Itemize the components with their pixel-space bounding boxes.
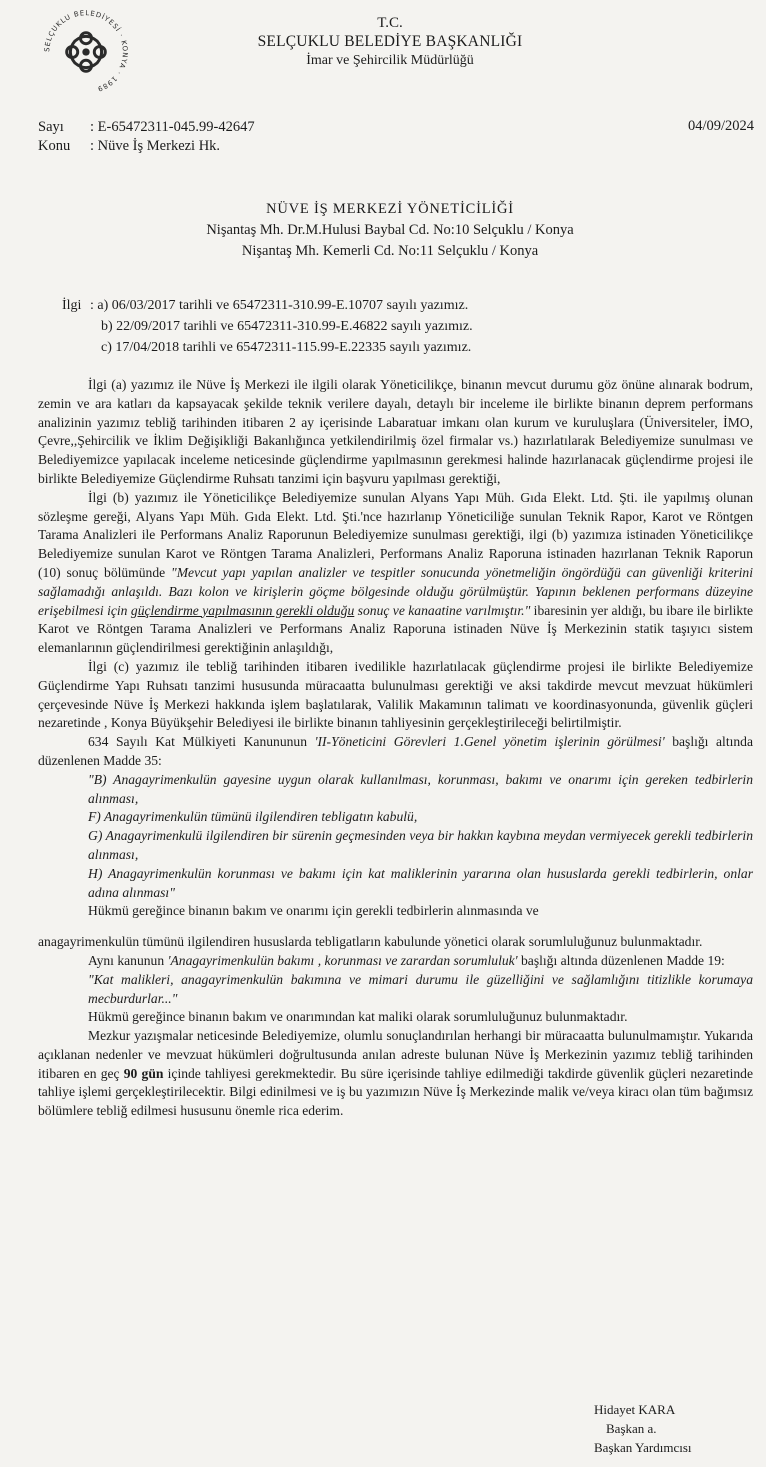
municipality-name: SELÇUKLU BELEDİYE BAŞKANLIĞI	[257, 33, 523, 50]
reference-item: b) 22/09/2017 tarihli ve 65472311-310.99-E.46822 sayılı yazımız.	[101, 319, 473, 334]
sayi-row	[38, 118, 255, 136]
konu-label: Konu	[38, 138, 71, 154]
paragraph-ilgi-b: İlgi (b) yazımız ile Yöneticilikçe Belediyemize sunulan Alyans Yapı Müh. Gıda Elekt. Ltd. Şti. ile yapılmış olunan sözleşme gereği, Alyans Yapı Müh. Gıda Elekt. Ltd. Şti.'nce hazırlanıp Yöneticiliğe sunulan Teknik Rapor, Karot ve Röntgen Tarama Analizleri ile Performans Analiz Raporunun Belediyemize sunulması gerektiği, ilgi (b) yazımıza istinaden Yöneticilikçe Belediyemize sunulan Karot ve Röntgen Tarama Analizleri, Performans Analiz Raporuna istinaden hazırlanan Teknik Raporun (10) sonuç bölümünde "Mevcut yapı yapılan analizler ve tespitler sonucunda yönetmeliğin öngördüğü can güvenliği kriterini sağlamadığı anlaşıldı. Bazı kolon ve kirişlerin göçme bölgesinde olduğu görülmüştür. Yapının beklenen performans düzeyine erişebilmesi için güçlendirme yapılmasının gerekli olduğu sonuç ve kanaatine varılmıştır." ibaresinin yer aldığı, bu ibare ile birlikte Karot ve Röntgen Tarama Analizleri ve Performans Analiz Raporuna istinaden Nüve İş Merkezinin statik taşıyıcı sistem elemanlarının güçlendirilmesi gerektiğinin anlaşıldığı,	[38, 489, 754, 656]
quote-article-19: "Kat malikleri, anagayrimenkulün bakımına ve mimari durumu ile güzelliğini ve sağlamlığını titizlikle korumaya mecburdurlar..."	[88, 971, 753, 1006]
paragraph-hukmu-2: Hükmü gereğince binanın bakım ve onarımından kat maliki olarak sorumluluğunuz bulunmaktadır.	[88, 1009, 628, 1025]
quote-item: "B) Anagayrimenkulün gayesine uygun olarak kullanılması, korunması, bakımı ve onarımı için gereken tedbirlerin alınması,	[88, 771, 753, 806]
reference-item: : a) 06/03/2017 tarihli ve 65472311-310.99-E.10707 sayılı yazımız.	[90, 298, 469, 313]
signature-block	[594, 1400, 692, 1457]
paragraph-article-35: 634 Sayılı Kat Mülkiyeti Kanununun 'II-Yöneticini Görevleri 1.Genel yönetim işlerinin görülmesi' başlığı altında düzenlenen Madde 35:	[38, 734, 753, 768]
municipality-seal-icon	[40, 6, 132, 98]
paragraph-article-19: Aynı kanunun 'Anagayrimenkulün bakımı , korunması ve zarardan sorumluluk' başlığı altında düzenlenen Madde 19:	[88, 952, 725, 968]
quote-item: F) Anagayrimenkulün tümünü ilgilendiren tebligatın kabulü,	[88, 809, 418, 825]
addressee-line-1: Nişantaş Mh. Dr.M.Hulusi Baybal Cd. No:10 Selçuklu / Konya	[206, 222, 574, 238]
addressee-line-2: Nişantaş Mh. Kemerli Cd. No:11 Selçuklu / Konya	[241, 243, 539, 259]
reference-item: c) 17/04/2018 tarihli ve 65472311-115.99-E.22335 sayılı yazımız.	[101, 340, 472, 355]
konu-row	[38, 137, 220, 155]
letterhead	[200, 14, 580, 70]
signer-role: Başkan a.	[606, 1421, 657, 1436]
signer-title: Başkan Yardımcısı	[594, 1440, 692, 1455]
svg-text:SELÇUKLU BELEDİYESİ · KONYA ·: SELÇUKLU BELEDİYESİ · KONYA · 1989	[43, 9, 129, 94]
quote-item: G) Anagayrimenkulü ilgilendiren bir sürenin geçmesinden veya bir hakkın kaybına meydan vermiyecek gerekli tedbirlerin alınması,	[88, 828, 753, 862]
letter-body	[38, 376, 753, 1121]
republic-label: T.C.	[377, 15, 403, 31]
deadline-days: 90 gün	[123, 1065, 164, 1081]
paragraph-conclusion: Mezkur yazışmalar neticesinde Belediyemize, olumlu sonuçlandırılan herhangi bir müracaatta bulunulmamıştır. Yukarıda açıklanan nedenler ve mevzuat hükümleri doğrultusunda anılan adreste bulunan Nüve İş Merkezinin yazımız tebliğ tarihinden itibaren en geç 90 gün içinde tahliyesi gerekmektedir. Bu süre içerisinde tahliye edilmediği takdirde güvenlik güçleri nezaretinde tahliye işlemi gerçekleştirilecektir. Bilgi edinilmesi ve iş bu yazımızın Nüve İş Merkezinde malik ve/veya kiracı olan tüm bağımsız bölümlere tebliğ edilmesi hususunu önemle rica ederim.	[38, 1028, 753, 1119]
konu-value: : Nüve İş Merkezi Hk.	[90, 138, 221, 154]
paragraph-hukmu-1: Hükmü gereğince binanın bakım ve onarımı için gerekli tedbirlerin alınmasında ve	[88, 903, 539, 919]
ilgi-label: İlgi	[62, 298, 82, 313]
report-quote: "Mevcut yapı yapılan analizler ve tespitler sonucunda yönetmeliğin öngördüğü can güvenliği kriterini sağlamadığı anlaşıldı. Bazı kolon ve kirişlerin göçme bölgesinde olduğu görülmüştür. Yapının beklenen performans düzeyine erişebilmesi için güçlendirme yapılmasının gerekli olduğu sonuç ve kanaatine varılmıştır."	[38, 564, 753, 618]
addressee-block	[150, 199, 630, 262]
addressee-title: NÜVE İŞ MERKEZİ YÖNETİCİLİĞİ	[266, 201, 514, 217]
sayi-value: : E-65472311-045.99-42647	[90, 119, 255, 135]
paragraph-ilgi-c: İlgi (c) yazımız ile tebliğ tarihinden itibaren ivedilikle hazırlatılacak güçlendirme projesi ile birlikte Belediyemize Güçlendirme Yapı Ruhsatı tanzimi hususunda müracaatta bulunulması gerektiği ve aksi takdirde mevcut mevzuat hükümleri çerçevesinde Nüve İş Merkezi hakkında işlem başlatılarak, Valilik Makamının talimatı ve koordinasyonunda, güvenlik güçleri nezaretinde , Konya Büyükşehir Belediyesi ile birlikte binanın tahliyesinin gerçekleştirileceği belirtilmiştir.	[38, 658, 753, 731]
quote-item: H) Anagayrimenkulün korunması ve bakımı için kat maliklerinin yararına olan hususlarda gerekli tedbirlerin, onlar adına alınması"	[88, 865, 753, 900]
paragraph-ilgi-a: İlgi (a) yazımız ile Nüve İş Merkezi ile ilgili olarak Yöneticilikçe, binanın mevcut durumu göz önüne alınarak bodrum, zemin ve ara katları da kapsayacak şekilde teknik verilere dayalı, detaylı bir inceleme ile birlikte binanın deprem performans analizinin yazımız tebliğ tarihinden itibaren 2 ay içerisinde Labaratuar imkanı olan kurum ve kuruluşlara (Üniversiteler, İMO, Çevre,,Şehircilik ve İklim Değişikliği Bakanlığınca yetkilendirilmiş özel firmalar vs.) hazırlatılarak Belediyemize sunulması ve Belediyemizce yapılacak inceleme neticesinde güçlendirme yapılmasının gerekmesi halinde hazırlanacak güçlendirme projesi ile birlikte Belediyemize Güçlendirme Ruhsatı tanzimi için başvuru yapılması gerektiği,	[38, 377, 753, 486]
signer-name: Hidayet KARA	[594, 1402, 676, 1417]
paragraph-responsibility: anagayrimenkulün tümünü ilgilendiren hususlarda tebligatların kabulunde yönetici olarak sorumluluğunuz bulunmaktadır.	[38, 934, 703, 950]
letter-date: 04/09/2024	[687, 118, 754, 134]
department-name: İmar ve Şehircilik Müdürlüğü	[306, 53, 474, 68]
sayi-label: Sayı	[38, 119, 64, 135]
